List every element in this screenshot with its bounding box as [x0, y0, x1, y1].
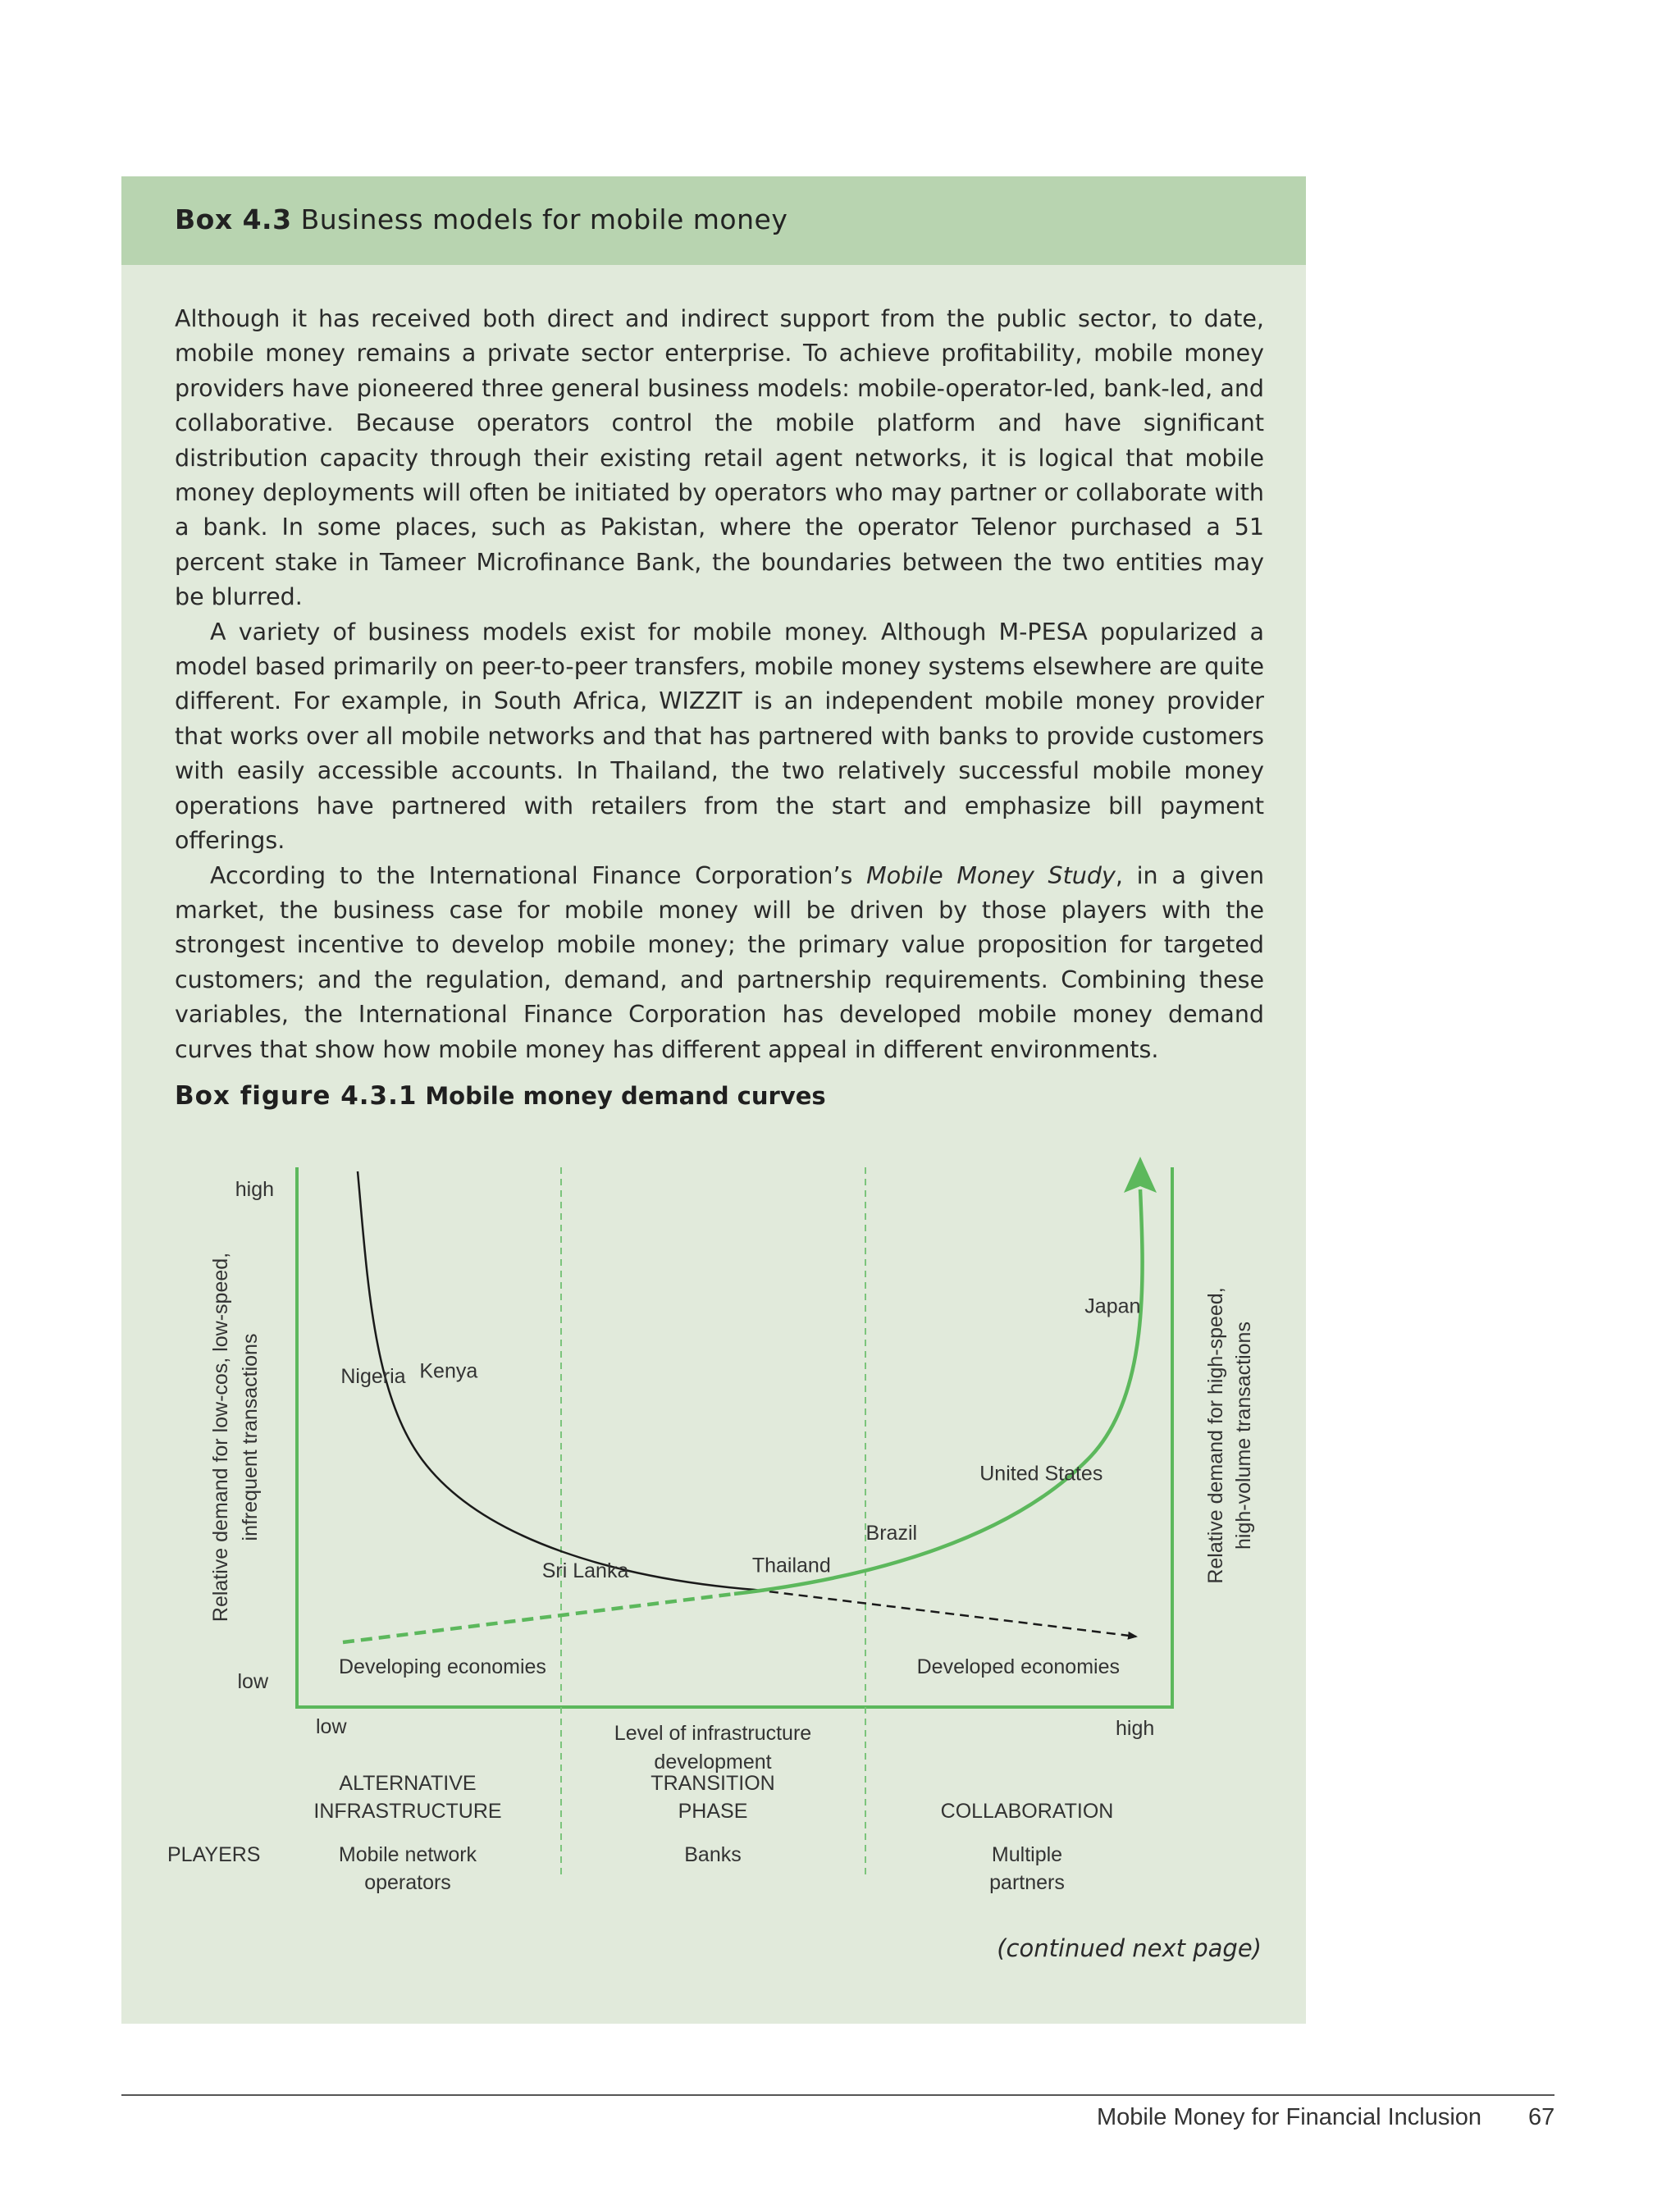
paragraph-2: A variety of business models exist for mobile money. Although M-PESA popularized a model based primarily on peer-to-peer transfers, mobile money systems elsewhere are quite different. For example, in South Africa, WIZZIT is an independent mobile money provider that works over all mobile networks and that has partnered with banks to provide customers with easily accessible accounts. In Thailand, the two relatively successful mobile money operations have partnered with retailers from the start and emphasize bill payment offerings. — [175, 618, 1264, 855]
low-cost-demand-projection — [755, 1590, 1136, 1637]
phase-label: INFRASTRUCTURE — [313, 1800, 502, 1823]
player-label: partners — [989, 1871, 1065, 1894]
y-axis-label-right: Relative demand for high-speed, — [1204, 1287, 1227, 1584]
high-speed-demand-projection — [343, 1594, 734, 1642]
figure-title-text: Mobile money demand curves — [425, 1082, 826, 1110]
player-label: Mobile network — [338, 1843, 477, 1866]
country-label: Nigeria — [340, 1365, 406, 1389]
low-cost-demand-curve — [358, 1171, 755, 1590]
country-label: United States — [979, 1462, 1103, 1486]
player-label: operators — [364, 1871, 451, 1894]
figure-number: Box figure 4.3.1 — [175, 1081, 418, 1111]
footer-title: Mobile Money for Financial Inclusion — [1097, 2104, 1482, 2130]
x-axis-label: development — [654, 1751, 772, 1774]
paragraph-1: Although it has received both direct and indirect support from the public sector, to date, mobile money remains a private sector enterprise. To achieve profitability, mobile money providers have pioneered three general business models: mobile-operator-led, bank-led, and collaborative. Because operators control the mobile platform and have significant distribution capacity through their existing retail agent networks, it is logical that mobile money deployments will often be initiated by operators who may partner or collaborate with a bank. In some places, such as Pakistan, where the operator Telenor purchased a 51 percent stake in Tameer Microfinance Bank, the boundaries between the two entities may be blurred. — [175, 305, 1264, 611]
country-label: Sri Lanka — [541, 1559, 629, 1583]
player-label: Banks — [684, 1843, 742, 1866]
high-speed-demand-curve — [734, 1189, 1143, 1594]
country-label: Brazil — [865, 1522, 918, 1545]
x-axis-label: Level of infrastructure — [614, 1722, 812, 1745]
y-axis-label-right: high-volume transactions — [1232, 1322, 1255, 1550]
x-tick-low: low — [316, 1715, 347, 1738]
country-label: Japan — [1084, 1294, 1141, 1318]
players-label: PLAYERS — [167, 1843, 261, 1866]
footer-rule — [121, 2094, 1554, 2096]
y-axis-label-left: infrequent transactions — [239, 1333, 262, 1541]
country-label: Kenya — [419, 1359, 478, 1383]
region-label-developing: Developing economies — [339, 1655, 546, 1678]
box-number: Box 4.3 — [175, 203, 292, 235]
box-title-text: Business models for mobile money — [300, 203, 788, 235]
paragraph-3: According to the International Finance Corporation’s Mobile Money Study, in a given market, the business case for mobile money will be driven by those players with the strongest incentive to develop mobile money; the primary value proposition for targeted customers; and the regulation, demand, and partnership requirements. Combining these variables, the International Finance Corporation has developed mobile money demand curves that show how mobile money has different appeal in different environments. — [175, 861, 1265, 1063]
y-axis-label-left: Relative demand for low-cos, low-speed, — [209, 1252, 232, 1623]
phase-label: COLLABORATION — [940, 1800, 1114, 1823]
player-label: Multiple — [991, 1843, 1063, 1866]
page-number: 67 — [1528, 2104, 1555, 2130]
phase-label: TRANSITION — [651, 1772, 775, 1795]
x-tick-high: high — [1116, 1717, 1155, 1740]
region-label-developed: Developed economies — [916, 1655, 1120, 1678]
phase-label: ALTERNATIVE — [339, 1772, 477, 1795]
y-tick-low: low — [237, 1670, 268, 1693]
y-tick-high: high — [235, 1178, 274, 1201]
phase-label: PHASE — [678, 1800, 748, 1823]
country-label: Thailand — [751, 1554, 831, 1577]
continued-note: (continued next page) — [997, 1934, 1262, 1962]
study-title: Mobile Money Study — [866, 861, 1116, 889]
